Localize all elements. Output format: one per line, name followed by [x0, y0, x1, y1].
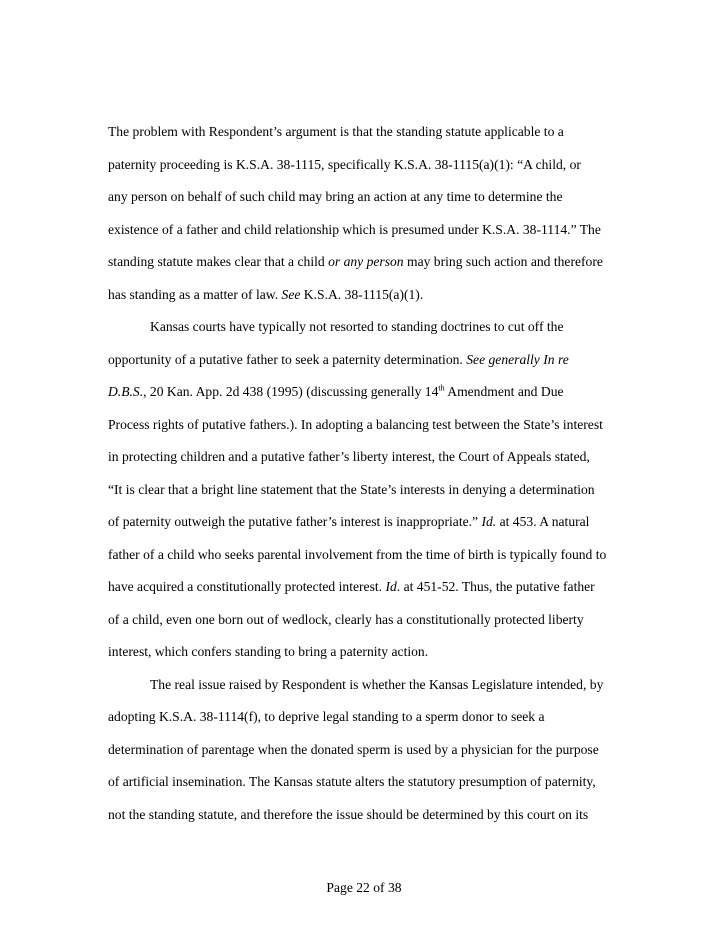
italic-text: See generally In re	[466, 351, 569, 367]
text-line	[108, 734, 638, 767]
text-line	[108, 376, 638, 409]
text-line	[108, 441, 638, 474]
text-segment: The problem with Respondent’s argument is that the standing statute applicable to a	[108, 124, 564, 139]
text-line	[108, 149, 638, 182]
text-line	[108, 474, 638, 507]
text-line	[108, 539, 638, 572]
text-segment: adopting K.S.A. 38-1114(f), to deprive legal standing to a sperm donor to seek a	[108, 709, 545, 724]
text-segment: has standing as a matter of law.	[108, 286, 282, 302]
text-segment: Kansas courts have typically not resorted to standing doctrines to cut off the	[150, 319, 564, 334]
text-segment: “It is clear that a bright line statement that the State’s interests in denying a determination	[108, 481, 595, 497]
text-segment: K.S.A. 38-1115(a)(1).	[300, 286, 424, 302]
text-segment: any person on behalf of such child may bring an action at any time to determine the	[108, 189, 563, 204]
text-segment: of paternity outweigh the putative father’s interest is inappropriate.”	[108, 514, 482, 529]
text-line	[108, 799, 638, 832]
text-segment: opportunity of a putative father to seek a paternity determination.	[108, 351, 467, 367]
text-segment: existence of a father and child relationship which is presumed under K.S.A. 38-1114.” The	[108, 221, 601, 237]
text-line	[108, 571, 638, 604]
text-segment: , 20 Kan. App. 2d 438 (1995) (discussing generally 14	[143, 384, 439, 399]
text-segment: determination of parentage when the donated sperm is used by a physician for the purpose	[108, 741, 599, 757]
text-line	[108, 279, 638, 312]
text-segment: The real issue raised by Respondent is whether the Kansas Legislature intended, by	[150, 676, 604, 692]
text-line	[108, 701, 638, 734]
text-segment: father of a child who seeks parental involvement from the time of birth is typically found to	[108, 546, 607, 562]
text-segment: at 453. A natural	[496, 514, 590, 529]
text-segment: Process rights of putative fathers.). In adopting a balancing test between the State’s interest	[108, 416, 603, 432]
text-segment: may bring such action and therefore	[403, 254, 603, 269]
text-line	[108, 246, 638, 279]
text-line	[108, 766, 638, 799]
text-line	[108, 181, 638, 214]
italic-text: See	[281, 286, 301, 302]
text-segment: of artificial insemination. The Kansas statute alters the statutory presumption of paternity,	[108, 774, 596, 789]
text-line	[108, 604, 638, 637]
superscript-text: th	[438, 383, 445, 393]
text-segment: of a child, even one born out of wedlock, clearly has a constitutionally protected liberty	[108, 611, 584, 627]
text-line	[108, 214, 638, 247]
page-number-footer: Page 22 of 38	[326, 880, 402, 895]
text-segment: not the standing statute, and therefore the issue should be determined by this court on its	[108, 806, 589, 822]
italic-text: D.B.S.	[108, 384, 144, 399]
text-line	[108, 669, 638, 702]
text-segment: in protecting children and a putative father’s liberty interest, the Court of Appeals stated,	[108, 449, 590, 464]
document-body	[108, 116, 638, 831]
italic-text: or any person	[328, 254, 404, 269]
italic-text: Id.	[481, 514, 497, 529]
text-line	[108, 344, 638, 377]
text-segment: interest, which confers standing to bring a paternity action.	[108, 644, 429, 659]
text-line	[108, 636, 638, 669]
text-line	[108, 409, 638, 442]
text-segment: paternity proceeding is K.S.A. 38-1115, specifically K.S.A. 38-1115(a)(1): “A child, or	[108, 156, 581, 172]
text-segment: have acquired a constitutionally protected interest.	[108, 579, 386, 594]
text-line	[108, 116, 638, 149]
text-segment: standing statute makes clear that a child	[108, 254, 329, 269]
italic-text: Id	[385, 579, 397, 594]
text-line	[108, 311, 638, 344]
text-line	[108, 506, 638, 539]
text-segment: . at 451-52. Thus, the putative father	[396, 579, 595, 594]
text-segment: Amendment and Due	[444, 384, 564, 399]
